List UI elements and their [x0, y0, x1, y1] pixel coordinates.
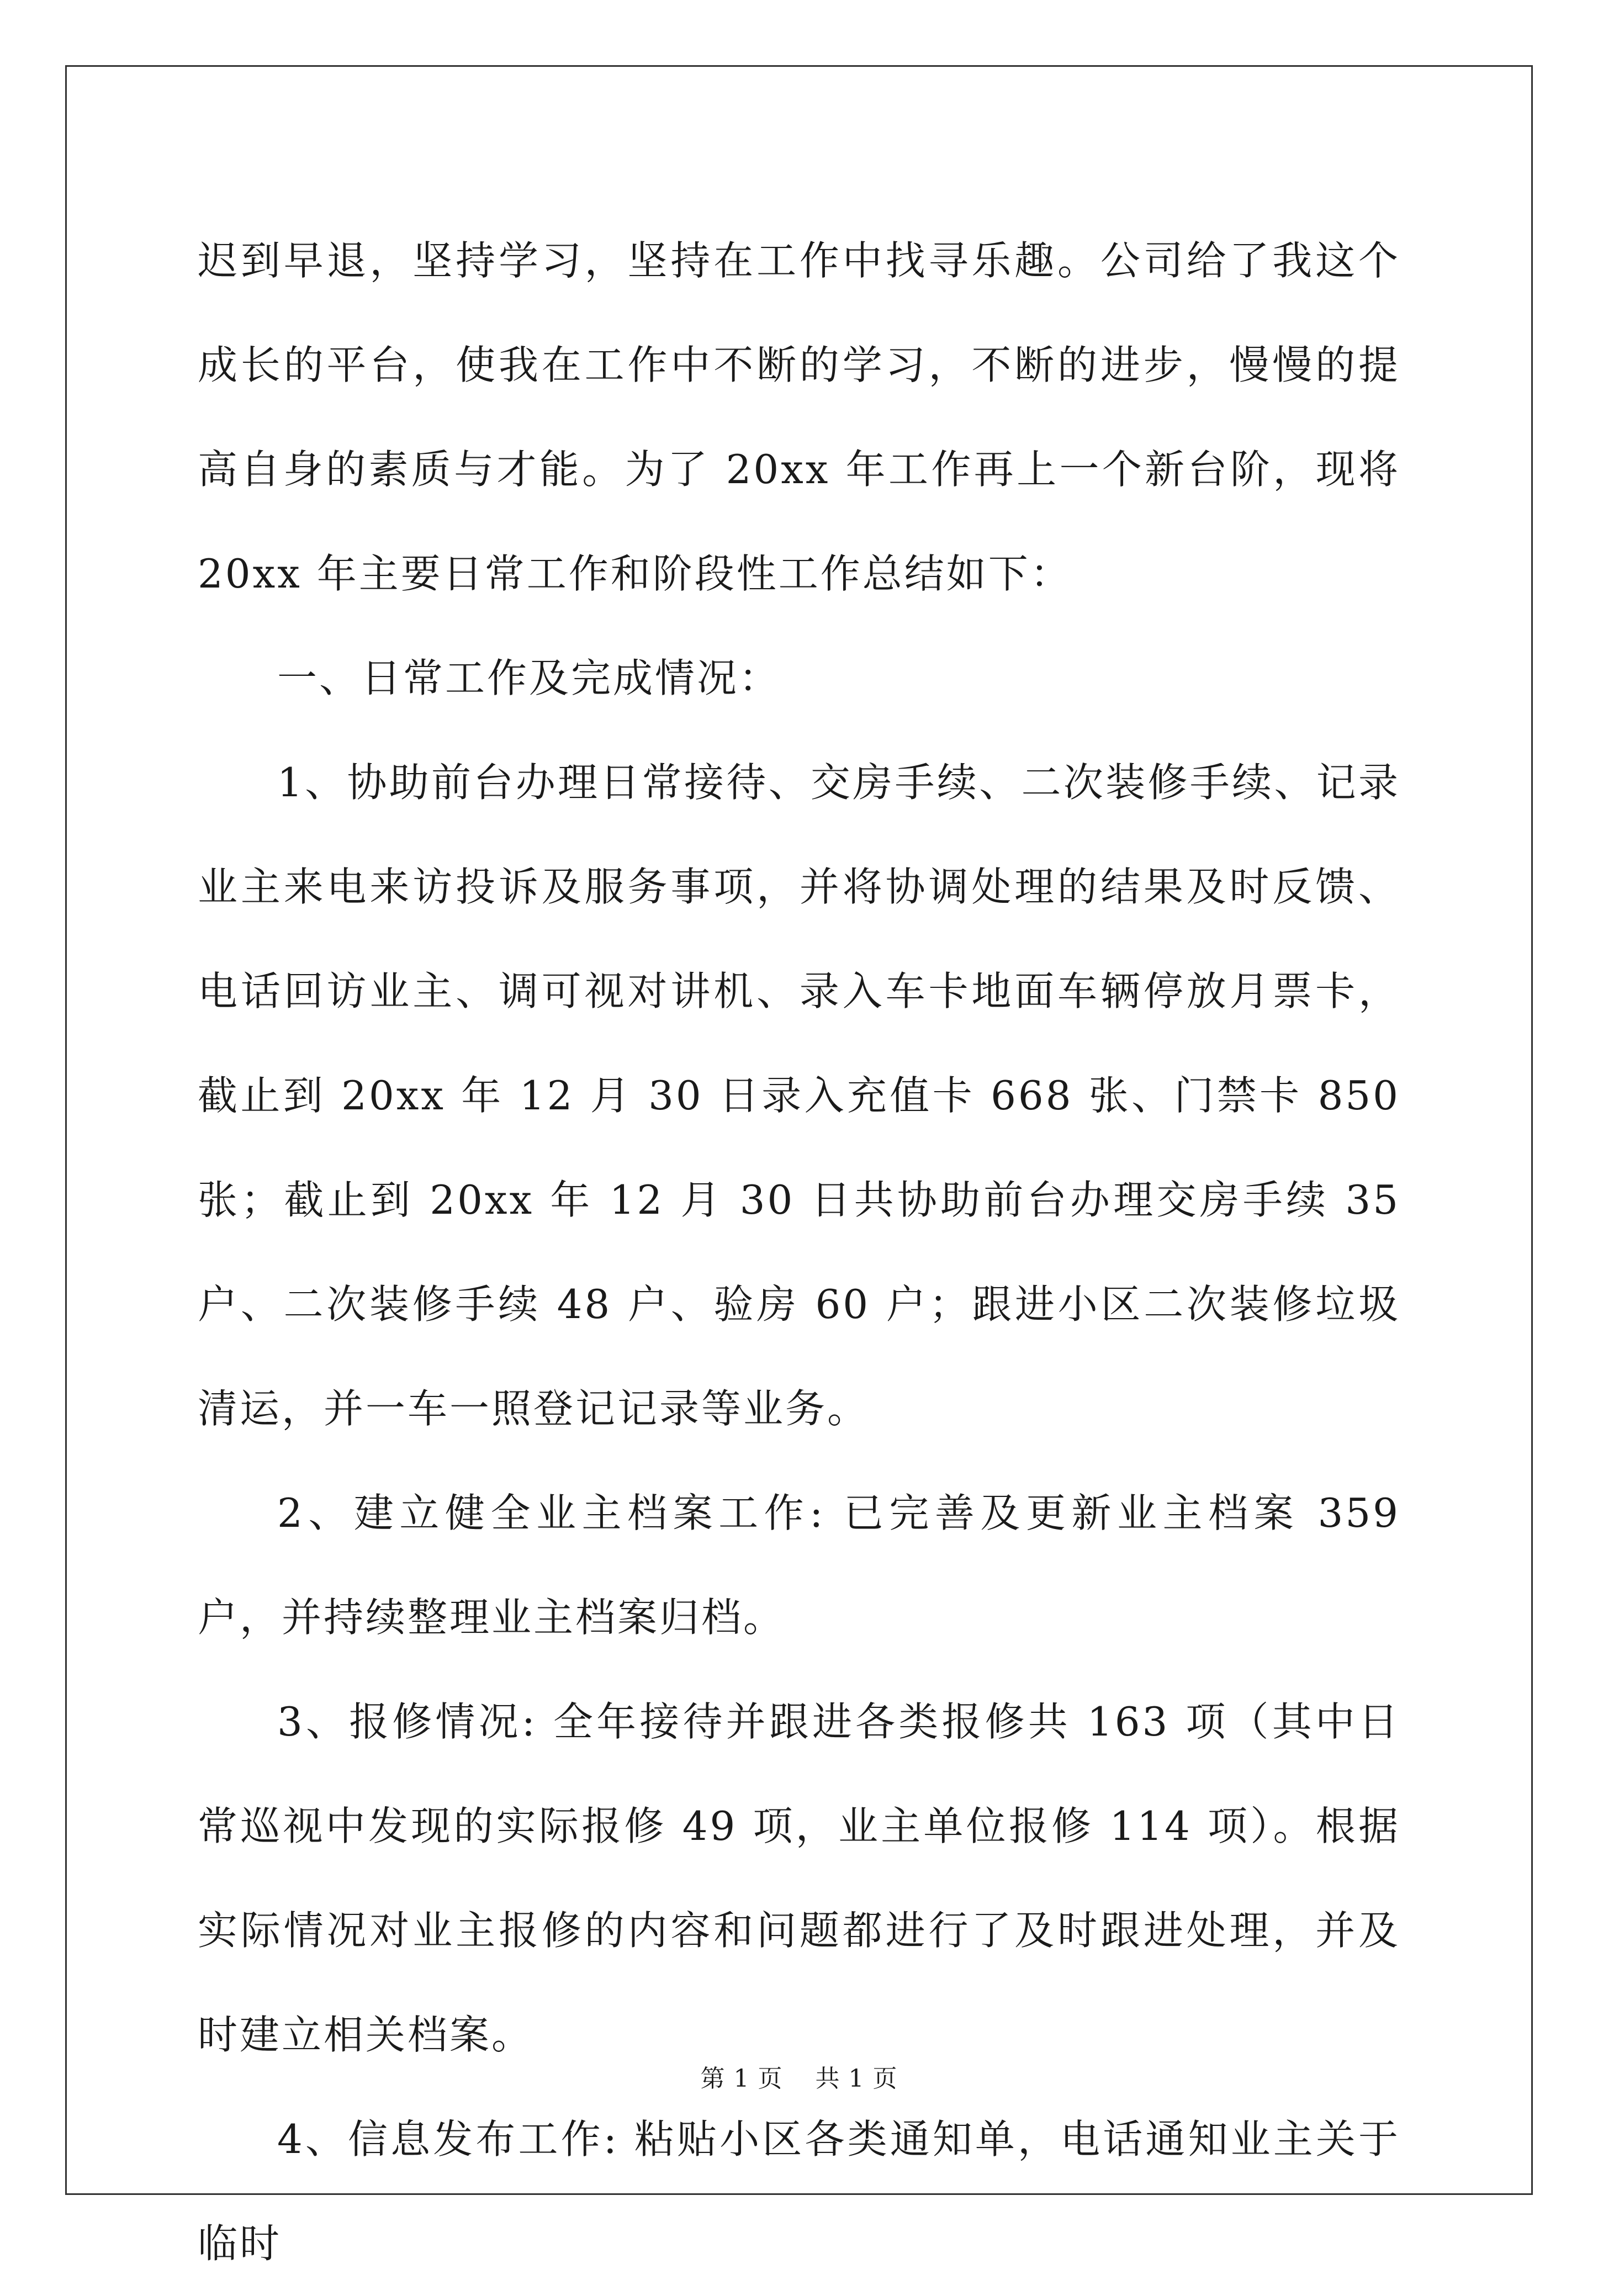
paragraph-item-1: 1、协助前台办理日常接待、交房手续、二次装修手续、记录业主来电来访投诉及服务事项，并将协调处理的结果及时反馈、电话回访业主、调可视对讲机、录入车卡地面车辆停放月票卡，截止到 20xx 年 12 月 30 日录入充值卡 668 张、门禁卡 850 张；截止到 20xx 年 12 月 30 日共协助前台办理交房手续 35 户、二次装修手续 48 户、验房 60 户；跟进小区二次装修垃圾清运，并一车一照登记记录等业务。	[198, 759, 1400, 1432]
page-footer	[0, 2059, 1598, 2094]
paragraph-item-3: 3、报修情况: 全年接待并跟进各类报修共 163 项（其中日常巡视中发现的实际报修 49 项，业主单位报修 114 项）。根据实际情况对业主报修的内容和问题都进行了及时跟进处理，并及时建立相关档案。	[198, 1699, 1400, 2058]
document-body	[198, 209, 1400, 2296]
paragraph-item-4: 4、信息发布工作: 粘贴小区各类通知单，电话通知业主关于临时	[198, 2116, 1400, 2267]
page-total: 共 1 页	[815, 2065, 898, 2093]
paragraph-item-2: 2、建立健全业主档案工作: 已完善及更新业主档案 359 户，并持续整理业主档案归档。	[198, 1490, 1400, 1641]
section-heading: 一、日常工作及完成情况：	[277, 655, 781, 701]
page-number: 第 1 页	[700, 2065, 783, 2093]
paragraph-intro: 迟到早退，坚持学习，坚持在工作中找寻乐趣。公司给了我这个成长的平台，使我在工作中不断的学习，不断的进步，慢慢的提高自身的素质与才能。为了 20xx 年工作再上一个新台阶，现将 20xx 年主要日常工作和阶段性工作总结如下：	[198, 237, 1400, 597]
